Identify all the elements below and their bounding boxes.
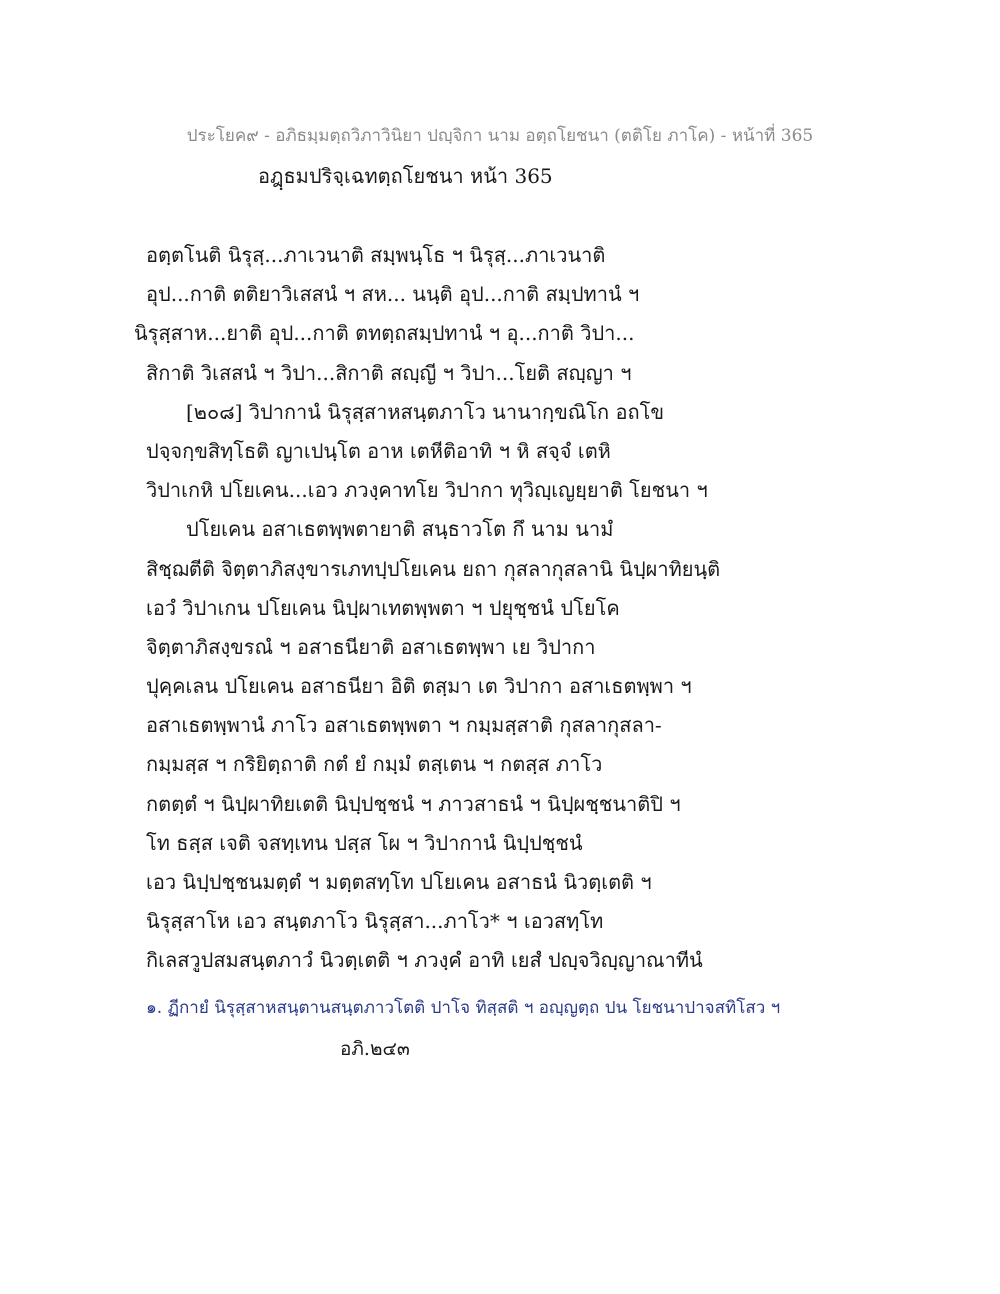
text-line: วิปาเกหิ ปโยเคน...เอว ภวงฺคาทโย วิปากา ทุวิญฺเญยฺยาติ โยชนา ฯ: [146, 478, 708, 503]
text-line: นิรุสฺสาโห เอว สนฺตภาโว นิรุสฺสา...ภาโว* ฯ เอวสทฺโท: [146, 909, 604, 934]
running-header: ประโยค๙ - อภิธมฺมตฺถวิภาวินิยา ปญฺจิกา นาม อตฺถโยชนา (ตติโย ภาโค) - หน้าที่ 365: [186, 126, 814, 146]
text-line: อสาเธตพฺพานํ ภาโว อสาเธตพฺพตา ฯ กมฺมสฺสาติ กุสลากุสลา-: [146, 713, 662, 738]
paragraph-start-line: [๒๐๘] วิปากานํ นิรุสฺสาหสนฺตภาโว นานากฺขณิโก อถโข: [186, 399, 665, 424]
page-title: อฎฺธมปริจฺเฉทตฺถโยชนา หน้า 365: [258, 164, 553, 188]
text-line: ปจฺจกฺขสิทฺโธติ ญาเปนฺโต อาห เตหีติอาทิ ฯ หิ สจฺจํ เตหิ: [146, 438, 611, 463]
text-line: อุป...กาติ ตติยาวิเสสนํ ฯ สห... นนฺติ อุป...กาติ สมฺปทานํ ฯ: [146, 282, 640, 307]
text-line: กิเลสวูปสมสนฺตภาวํ นิวตฺเตติ ฯ ภวงฺคํ อาทิ เยสํ ปญฺจวิญฺญาณาทีนํ: [146, 948, 703, 973]
page-reference: อภิ.๒๔๓: [340, 1038, 410, 1060]
footnote: ๑. ฏีกายํ นิรุสฺสาหสนฺตานสนฺตภาวโตติ ปาโจ ทิสฺสติ ฯ อญฺญตฺถ ปน โยชนาปาจสทิโสว ฯ: [146, 998, 781, 1018]
text-line: กตตฺตํ ฯ นิปฺผาทิยเตติ นิปฺปชฺชนํ ฯ ภาวสาธนํ ฯ นิปฺผชฺชนาติปิ ฯ: [146, 791, 681, 816]
text-line: เอว นิปฺปชฺชนมตฺตํ ฯ มตฺตสทฺโท ปโยเคน อสาธนํ นิวตฺเตติ ฯ: [146, 870, 652, 894]
text-line: สิกาติ วิเสสนํ ฯ วิปา...สิกาติ สญฺญี ฯ วิปา...โยติ สญฺญา ฯ: [146, 360, 632, 385]
text-line: กมฺมสฺส ฯ กริยิตฺถาติ กตํ ยํ กมฺมํ ตสฺเตน ฯ กตสฺส ภาโว: [146, 752, 603, 777]
text-line: สิชฺฌตีติ จิตฺตาภิสงฺขารเภทปฺปโยเคน ยถา กุสลากุสลานิ นิปฺผาทิยนฺติ: [146, 556, 721, 581]
text-line: อตฺตโนติ นิรุสฺ...ภาเวนาติ สมฺพนฺโธ ฯ นิรุสฺ...ภาเวนาติ: [146, 243, 606, 267]
body-text: [134, 236, 846, 981]
text-line: จิตฺตาภิสงฺขรณํ ฯ อสาธนียาติ อสาเธตพฺพา เย วิปากา: [146, 634, 596, 659]
text-line: ปุคฺคเลน ปโยเคน อสาธนียา อิติ ตสฺมา เต วิปากา อสาเธตพฺพา ฯ: [146, 674, 692, 699]
text-line: นิรุสฺสาห...ยาติ อุป...กาติ ตทตฺถสมฺปทานํ ฯ อุ...กาติ วิปา...: [134, 321, 635, 346]
text-line: โท ธสฺส เจติ จสทฺเทน ปสฺส โผ ฯ วิปากานํ นิปฺปชฺชนํ: [146, 830, 583, 855]
text-line: เอวํ วิปาเกน ปโยเคน นิปฺผาเทตพฺพตา ฯ ปยุชฺชนํ ปโยโค: [146, 595, 620, 620]
paragraph-start-line: ปโยเคน อสาเธตพฺพตายาติ สนฺธาวโต กึ นาม นามํ: [186, 517, 614, 542]
